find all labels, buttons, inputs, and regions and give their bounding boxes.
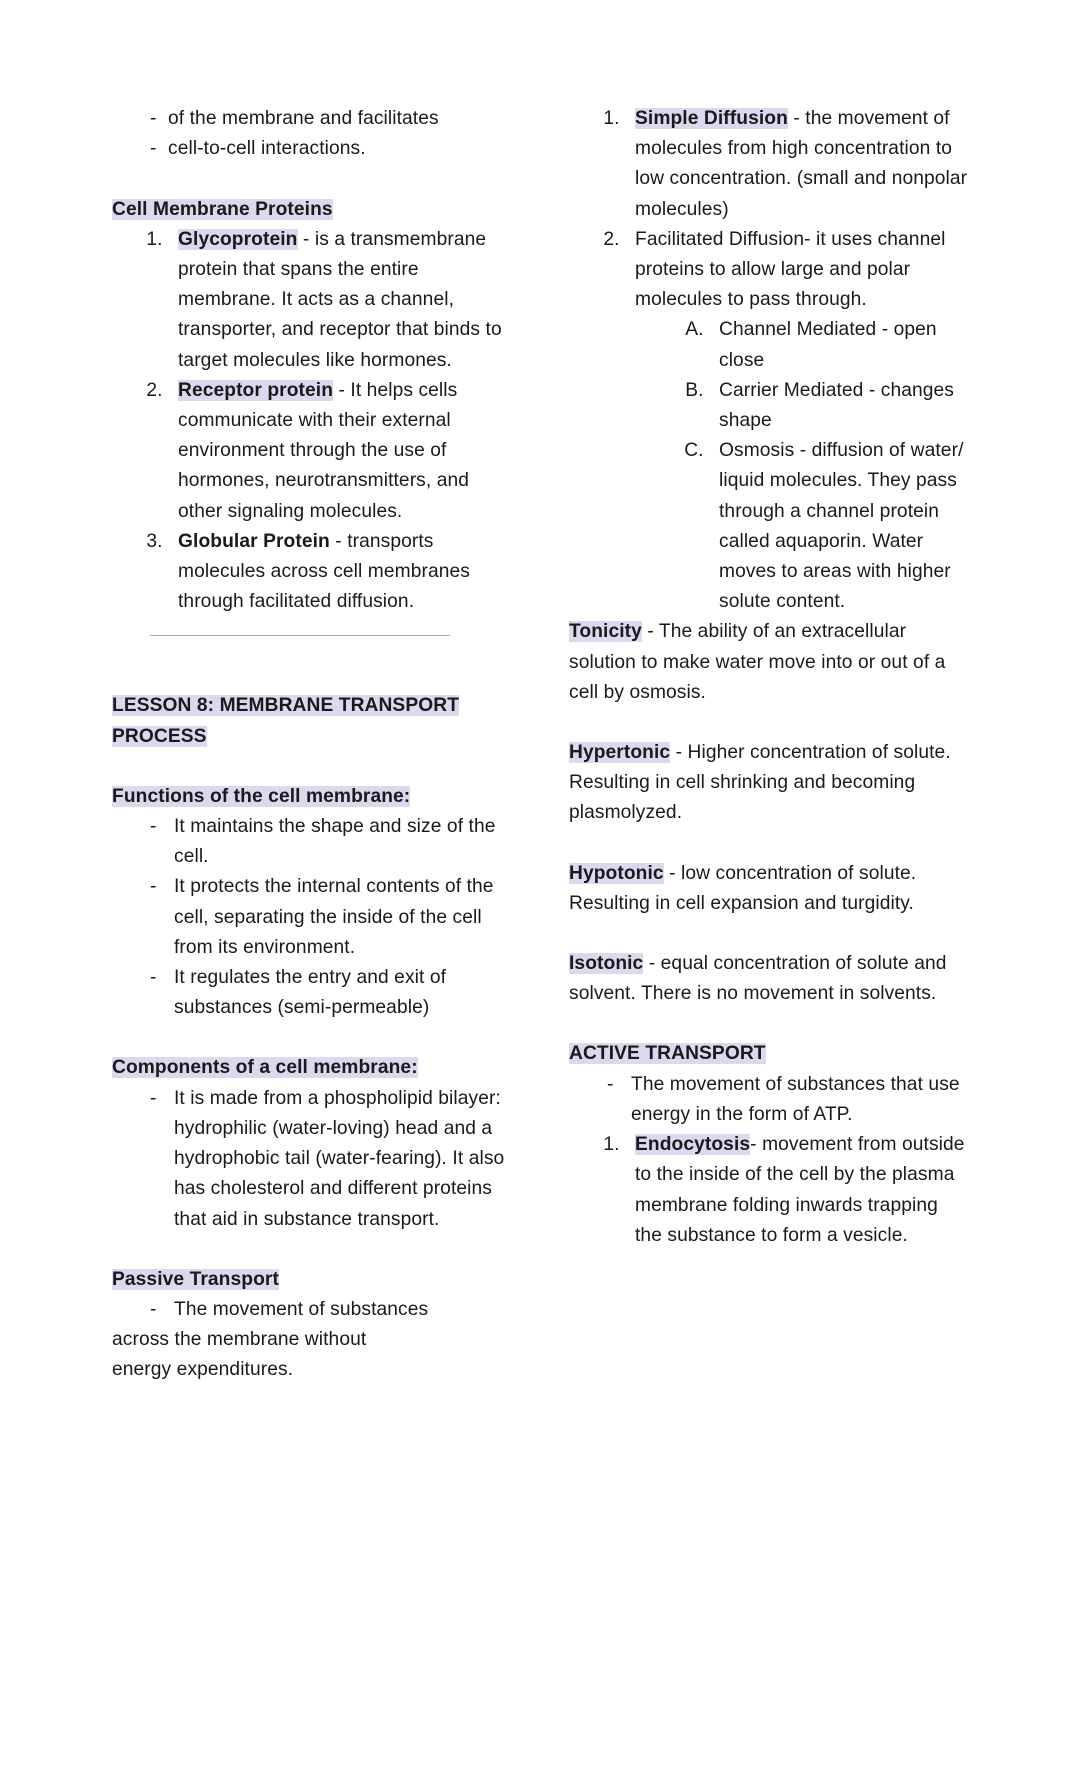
section-divider xyxy=(150,635,450,636)
intro-continuation-block xyxy=(112,104,511,164)
transport-term-facilitated-diffusion: Facilitated Diffusion xyxy=(635,228,805,250)
cell-membrane-proteins-heading xyxy=(112,195,511,225)
right-column xyxy=(569,104,968,1251)
protein-body-glycoprotein: - is a transmembrane protein that spans the entire membrane. It acts as a channel, transporter, and receptor that binds to target molecules like hormones. xyxy=(178,228,502,371)
facilitated-sub-text-b: Carrier Mediated - changes shape xyxy=(719,379,954,432)
functions-heading xyxy=(112,782,511,812)
functions-list xyxy=(112,812,511,1023)
passive-bullet-text: The movement of substances xyxy=(174,1298,429,1320)
list-item xyxy=(112,963,511,1023)
section-divider-wrap xyxy=(112,635,511,691)
active-transport-term-endocytosis: Endocytosis xyxy=(635,1134,751,1156)
active-transport-heading xyxy=(569,1039,968,1069)
intro-text-2: cell-to-cell interactions. xyxy=(168,138,366,160)
active-transport-types-list xyxy=(569,1130,968,1251)
spacer xyxy=(569,829,968,859)
passive-transport-heading xyxy=(112,1265,511,1295)
isotonic-term: Isotonic xyxy=(569,953,644,975)
list-item xyxy=(709,315,968,375)
spacer xyxy=(569,1009,968,1039)
spacer xyxy=(112,752,511,782)
function-text-2: It protects the internal contents of the cell, separating the inside of the cell from its environment. xyxy=(174,876,494,958)
list-item xyxy=(625,225,968,618)
two-column-body xyxy=(112,104,968,1386)
list-item xyxy=(709,376,968,436)
hypertonic-body: - Higher concentration of solute. Resulting in cell shrinking and becoming plasmolyzed. xyxy=(569,742,951,824)
intro-text-1: of the membrane and facilitates xyxy=(168,108,439,129)
passive-transport-heading-text: Passive Transport xyxy=(112,1268,279,1290)
components-heading-text: Components of a cell membrane: xyxy=(112,1057,418,1079)
lesson-8-heading-text: LESSON 8: MEMBRANE TRANSPORT PROCESS xyxy=(112,695,460,747)
list-item xyxy=(569,1070,968,1130)
active-transport-heading-text: ACTIVE TRANSPORT xyxy=(569,1043,766,1065)
passive-continuation-text-1: across the membrane without xyxy=(112,1329,367,1351)
cell-membrane-proteins-list xyxy=(112,225,511,618)
lesson-8-heading xyxy=(112,691,511,751)
list-item xyxy=(112,1295,511,1325)
protein-term-globular-protein: Globular Protein xyxy=(178,530,330,552)
isotonic-paragraph xyxy=(569,949,968,1009)
passive-continuation-text-2: energy expenditures. xyxy=(112,1359,294,1381)
active-transport-body-endocytosis: - movement from outside to the inside of the cell by the plasma membrane folding inwards trapping the substance to form a vesicle. xyxy=(635,1134,965,1246)
facilitated-diffusion-sublist xyxy=(635,315,968,617)
active-transport-bullets xyxy=(569,1070,968,1130)
spacer xyxy=(569,708,968,738)
transport-term-simple-diffusion: Simple Diffusion xyxy=(635,108,788,129)
hypotonic-term: Hypotonic xyxy=(569,862,664,884)
tonicity-body: - The ability of an extracellular solution to make water move into or out of a cell by osmosis. xyxy=(569,621,946,703)
list-item xyxy=(112,872,511,963)
left-column xyxy=(112,104,511,1386)
list-item xyxy=(112,812,511,872)
protein-body-receptor-protein: - It helps cells communicate with their external environment through the use of hormones, neurotransmitters, and other signaling molecules. xyxy=(178,379,470,522)
list-item xyxy=(168,376,511,527)
hypotonic-body: - low concentration of solute. Resulting in cell expansion and turgidity. xyxy=(569,862,917,914)
components-list xyxy=(112,1084,511,1235)
spacer xyxy=(112,1023,511,1053)
active-transport-bullet-text-1: The movement of substances that use energy in the form of ATP. xyxy=(631,1073,960,1125)
transport-body-facilitated-diffusion: - it uses channel proteins to allow large and polar molecules to pass through. xyxy=(635,228,946,311)
tonicity-term: Tonicity xyxy=(569,621,642,643)
list-item xyxy=(625,1130,968,1251)
list-item xyxy=(168,527,511,618)
cell-membrane-proteins-heading-text: Cell Membrane Proteins xyxy=(112,198,333,220)
facilitated-sub-text-c: Osmosis - diffusion of water/ liquid molecules. They pass through a channel protein called aquaporin. Water moves to areas with higher solute content. xyxy=(719,440,964,613)
protein-term-receptor-protein: Receptor protein xyxy=(178,379,334,401)
intro-line-2 xyxy=(112,134,511,164)
passive-continuation-2 xyxy=(112,1355,511,1385)
hypertonic-paragraph xyxy=(569,738,968,829)
transport-body-simple-diffusion: - the movement of molecules from high concentration to low concentration. (small and nonpolar molecules) xyxy=(635,108,968,220)
facilitated-sub-text-a: Channel Mediated - open close xyxy=(719,319,937,371)
passive-continuation-1 xyxy=(112,1325,511,1355)
protein-body-globular-protein: - transports molecules across cell membranes through facilitated diffusion. xyxy=(178,530,470,613)
list-item xyxy=(709,436,968,617)
isotonic-body: - equal concentration of solute and solvent. There is no movement in solvents. xyxy=(569,953,947,1005)
intro-line-1 xyxy=(112,104,511,134)
list-item xyxy=(168,225,511,376)
components-heading xyxy=(112,1053,511,1083)
hypertonic-term: Hypertonic xyxy=(569,742,671,764)
list-item xyxy=(112,1084,511,1235)
function-text-3: It regulates the entry and exit of substances (semi-permeable) xyxy=(174,967,447,1019)
protein-term-glycoprotein: Glycoprotein xyxy=(178,228,298,250)
spacer xyxy=(569,919,968,949)
component-text-1: It is made from a phospholipid bilayer: hydrophilic (water-loving) head and a hydrophobic tail (water-fearing). It also has cholesterol and different proteins that aid in substance transport. xyxy=(174,1087,505,1230)
passive-transport-list xyxy=(112,1295,511,1325)
spacer xyxy=(112,1235,511,1265)
hypotonic-paragraph xyxy=(569,859,968,919)
function-text-1: It maintains the shape and size of the cell. xyxy=(174,816,496,868)
functions-heading-text: Functions of the cell membrane: xyxy=(112,785,411,807)
list-item xyxy=(625,104,968,225)
passive-transport-types-list xyxy=(569,104,968,617)
tonicity-paragraph xyxy=(569,617,968,708)
